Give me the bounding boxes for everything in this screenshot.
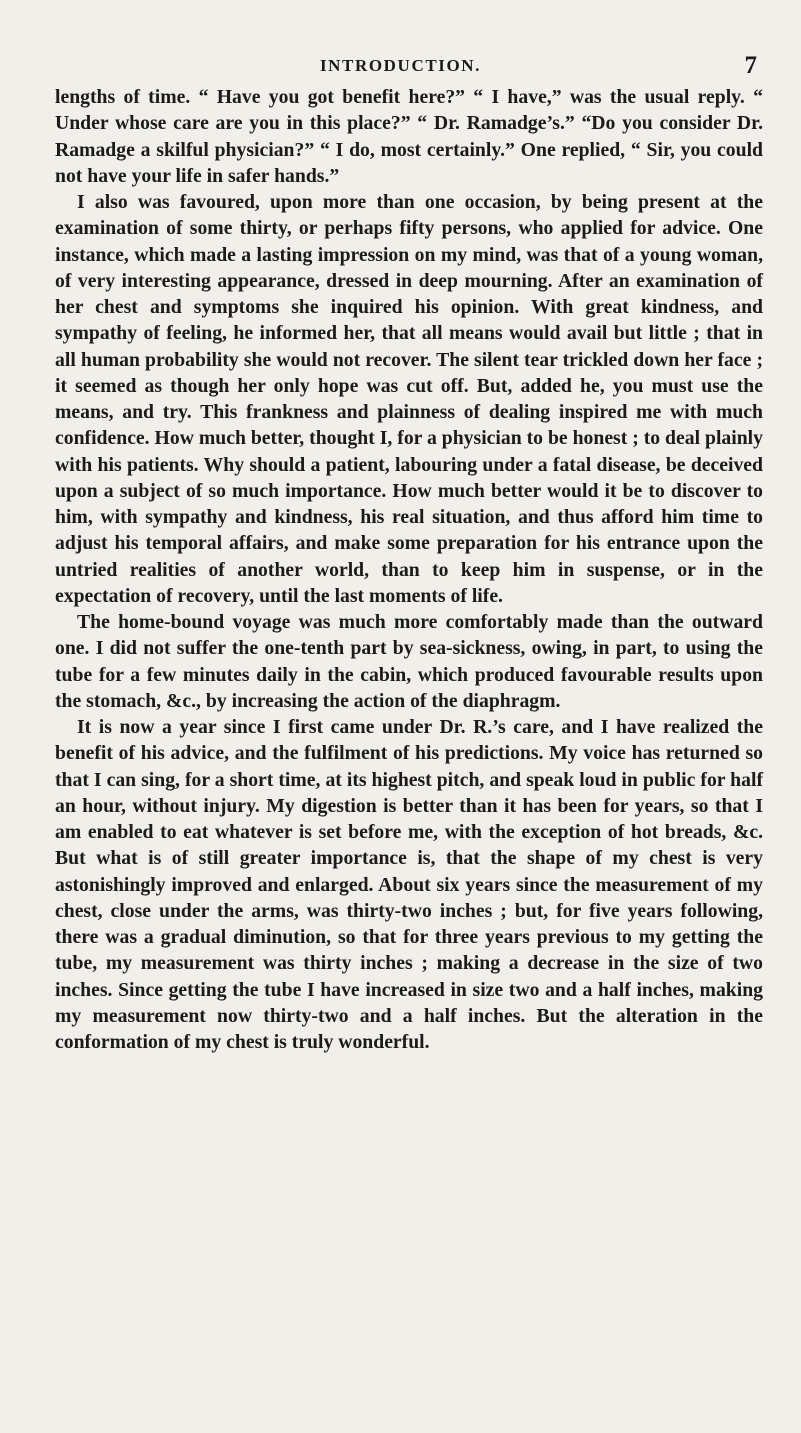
page-number: 7 (744, 52, 757, 79)
paragraph-voyage: The home-bound voyage was much more comfortably made than the outward one. I did not suffer the one-tenth part by sea-sickness, owing, in part, to using the tube for a few minutes daily in the cabin, which produced favourable results upon the stomach, &c., by increasing the action of the diaphragm. (55, 611, 763, 712)
body-text (55, 84, 763, 1055)
paragraph-continuation: lengths of time. “ Have you got benefit here?” “ I have,” was the usual reply. “ Under whose care are you in this place?” “ Dr. Ramadge’s.” “Do you consider Dr. Ramadge a skilful physician?” “ I do, most certainly.” One replied, “ Sir, you could not have your life in safer hands.” (55, 86, 763, 187)
running-title: INTRODUCTION. (319, 56, 482, 75)
running-head (0, 52, 801, 82)
paragraph-improvement: It is now a year since I first came under Dr. R.’s care, and I have realized the benefit of his advice, and the fulfilment of his predictions. My voice has returned so that I can sing, for a short time, at its highest pitch, and speak loud in public for half an hour, without injury. My digestion is better than it has been for years, so that I am enabled to eat whatever is set before me, with the exception of hot breads, &c. But what is of still greater importance is, that the shape of my chest is very astonishingly improved and enlarged. About six years since the measurement of my chest, close under the arms, was thirty-two inches ; but, for five years following, there was a gradual diminution, so that for three years previous to my getting the tube, my measurement was thirty inches ; making a decrease in the size of two inches. Since getting the tube I have increased in size two and a half inches, making my measurement now thirty-two and a half inches. But the alteration in the conformation of my chest is truly wonderful. (55, 716, 763, 1053)
paragraph-examination: I also was favoured, upon more than one occasion, by being present at the examination of some thirty, or perhaps fifty persons, who applied for advice. One instance, which made a lasting impression on my mind, was that of a young woman, of very interesting appearance, dressed in deep mourning. After an examination of her chest and symptoms she inquired his opinion. With great kindness, and sympathy of feeling, he informed her, that all means would avail but little ; that in all human probability she would not recover. The silent tear trickled down her face ; it seemed as though her only hope was cut off. But, added he, you must use the means, and try. This frankness and plainness of dealing inspired me with much confidence. How much better, thought I, for a physician to be honest ; to deal plainly with his patients. Why should a patient, labouring under a fatal disease, be deceived upon a subject of so much importance. How much better would it be to discover to him, with sympathy and kindness, his real situation, and thus afford him time to adjust his temporal affairs, and make some preparation for his entrance upon the untried realities of another world, than to keep him in suspense, or in the expectation of recovery, until the last moments of life. (55, 191, 763, 607)
